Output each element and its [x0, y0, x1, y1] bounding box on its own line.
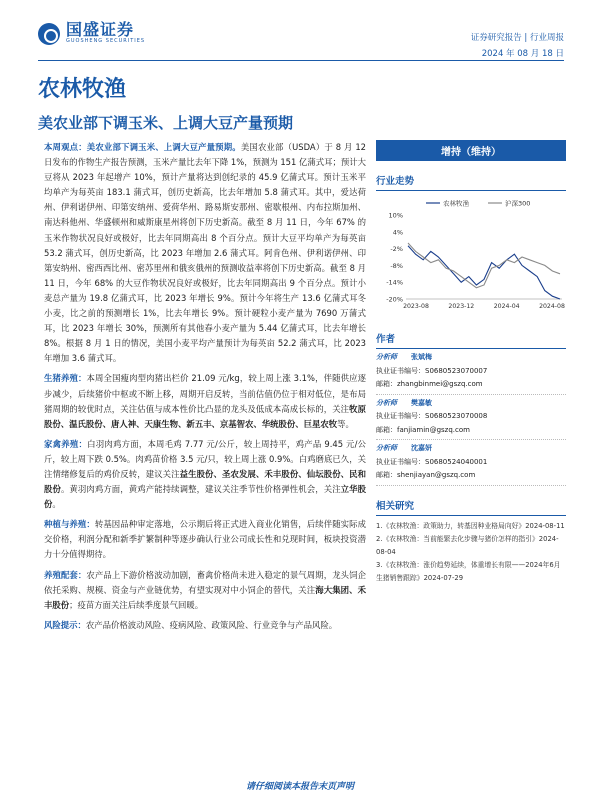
y-tick-label: -14% [386, 278, 403, 287]
y-tick-label: -2% [390, 245, 403, 254]
section-weekly-view: 本周观点：美农业部下调玉米、上调大豆产量预期。美国农业部（USDA）于 8 月 12 日发布的作物生产报告预测，玉米产量比去年下降 1%，预测为 151 亿蒲式耳；预计大豆将从 2023 年起增产 10%，预计产量将达到创纪录的 45.9 亿蒲式耳。预计玉米平均单产为每英亩 183.1 蒲式耳，创历史新高，比去年增加 5.8 蒲式耳。其中，爱达荷州、伊利诺伊州、印第安纳州、爱荷华州、路易斯安那州、密歇根州、内布拉斯加州、南达科他州、华盛顿州和威斯康星州将创下历史新高。截至 8 月 11 日，今年 67% 的玉米作物状况良好或极好，比去年同期高出 8 个百分点。预计大豆平均单产为每英亩 53.2 蒲式耳，创历史新高，比 2023 年增加 2.6 蒲式耳。阿肯色州、伊利诺伊州、印第安纳州、密西西比州、密苏里州和俄亥俄州的预测收益率将创下历史新高。截至 8 月 11 日，今年 68% 的大豆作物状况良好或极好，比去年同期高出 9 个百分点。预计小麦总产量为 19.8 亿蒲式耳，比 2023 年增长 9%。预计今年将生产 13.6 亿蒲式耳冬小麦，比之前的预测增长 1%，比去年增长 9%。预计硬粒小麦产量为 7690 万蒲式耳，比 2023 年增长 30%，预测所有其他春小麦产量为 5.44 亿蒲式耳，比去年增长 8%。根据 8 月 1 日的情况，美国小麦平均产量预计为每英亩 52.2 蒲式耳，比 2023 年增加 3.6 蒲式耳。 [44, 142, 367, 364]
x-tick-label: 2024-08 [539, 303, 565, 310]
related-list [376, 520, 566, 585]
logo-icon [38, 23, 60, 45]
x-tick-label: 2024-04 [493, 303, 520, 310]
y-tick-label: -8% [390, 261, 403, 270]
related-item[interactable]: 3.《农林牧渔：涨价趋势延续，体重增长有限——2024年6月生猪销售跟踪》2024-07-29 [376, 560, 561, 582]
y-tick-label: 10% [388, 211, 403, 220]
trend-title: 行业走势 [376, 171, 566, 191]
logo-name-en: GUOSHENG SECURITIES [66, 38, 146, 44]
company-logo [38, 22, 145, 45]
report-meta [471, 30, 564, 62]
y-tick-label: -20% [386, 295, 403, 304]
related-title: 相关研究 [376, 496, 566, 516]
series-line [408, 243, 560, 288]
analysts-title: 作者 [376, 329, 566, 349]
analyst-email[interactable]: 邮箱：shenjiayan@gszq.com [376, 471, 476, 479]
section-seed: 种植与养殖：转基因品种审定落地，公示期后将正式进入商业化销售，后续伴随实际成交价格，利润分配和新季扩繁制种等逐步确认行业公司成长性和兑现时间，板块投资潜力十分值得期待。 [44, 519, 366, 560]
analyst-email[interactable]: 邮箱：fanjiamin@gszq.com [376, 425, 470, 434]
sidebar [376, 140, 566, 585]
legend-label: 农林牧渔 [443, 199, 469, 208]
analyst-card: 分析师 沈嘉妍 执业证书编号：S0680524040001 邮箱：shenjiayan@gszq.com [376, 440, 566, 486]
section-feed: 养殖配套：农产品上下游价格波动加剧，畜禽价格尚未进入稳定的景气周期，龙头饲企依托采购、规模、资金与产业链优势，有望实现对中小饲企的替代，关注海大集团、禾丰股份；疫苗方面关注后续季度景气回暖。 [44, 569, 367, 610]
header-divider [38, 60, 564, 61]
footer-disclaimer: 请仔细阅读本报告末页声明 [245, 782, 354, 792]
section-poultry: 家禽养殖：白羽肉鸡方面，本周毛鸡 7.77 元/公斤，较上周持平，鸡产品 9.45 元/公斤，较上周下跌 0.5%。肉鸡苗价格 3.5 元/只，较上周上涨 0.9%。白鸡磨底已久，关注情绪修复后的鸡价反转，建议关注益生股份、圣农发展、禾丰股份、仙坛股份、民和股份。黄羽肉鸡方面，黄鸡产能持续调整，建议关注季节性价格弹性机会，关注立华股份。 [44, 438, 367, 510]
logo-name: 国盛证券 [66, 20, 135, 39]
series-line [408, 246, 560, 299]
section-risk: 风险提示：农产品价格波动风险、疫病风险、政策风险、行业竞争与产品风险。 [44, 619, 338, 630]
x-tick-label: 2023-08 [403, 303, 429, 310]
legend-label: 沪深300 [505, 199, 531, 208]
analyst-card: 分析师 樊嘉敏 执业证书编号：S0680523070008 邮箱：fanjiamin@gszq.com [376, 395, 566, 441]
trend-chart [376, 195, 566, 315]
report-body [44, 140, 366, 638]
analyst-email[interactable]: 邮箱：zhangbinmei@gszq.com [376, 380, 483, 388]
related-item[interactable]: 2.《农林牧渔：当前能繁去化步骤与猪价怎样的指引》2024-08-04 [376, 534, 559, 556]
analyst-card: 分析师 张斌梅 执业证书编号：S0680523070007 邮箱：zhangbinmei@gszq.com [376, 349, 566, 395]
report-date: 2024 年 08 月 18 日 [481, 49, 564, 59]
analyst-list [376, 349, 566, 486]
report-type: 证券研究报告 | 行业周报 [470, 33, 564, 43]
report-subtitle: 美农业部下调玉米、上调大豆产量预期 [38, 114, 294, 132]
y-tick-label: 4% [392, 228, 403, 237]
rating-badge: 增持（维持） [376, 140, 566, 161]
x-tick-label: 2023-12 [448, 303, 475, 310]
sector-title: 农林牧渔 [38, 76, 127, 102]
related-item[interactable]: 1.《农林牧渔：政策助力，转基因种业格局向好》2024-08-11 [376, 521, 565, 530]
section-hog: 生猪养殖：本周全国瘦肉型肉猪出栏价 21.09 元/kg，较上周上涨 3.1%，伴随供应逐步减少，后续猪价中枢或不断上移，周期开启反转，当前估值仍位于相对低位，是布局猪周期的较优时点，关注估值与成本性价比凸显的龙头及低成本高成长标的，关注牧原股份、温氏股份、唐人神、天康生物、新五丰、京基智农、华统股份、巨星农牧等。 [44, 373, 367, 429]
